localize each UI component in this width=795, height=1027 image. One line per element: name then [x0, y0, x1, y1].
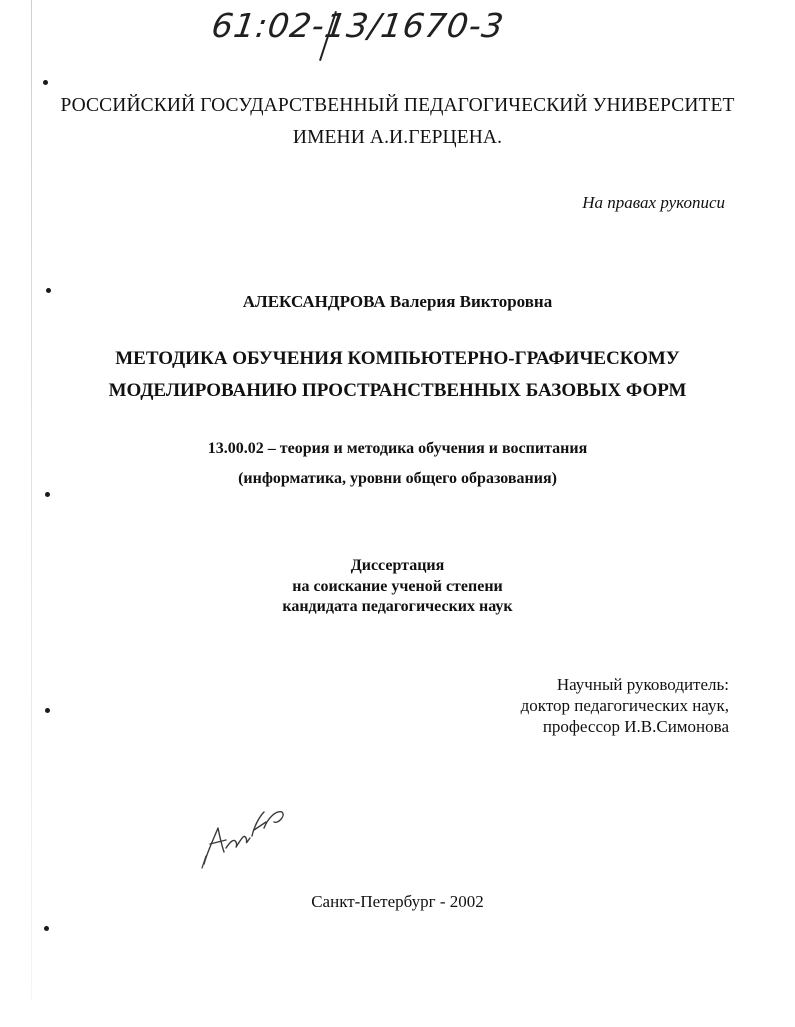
thesis-title-line2: МОДЕЛИРОВАНИЮ ПРОСТРАНСТВЕННЫХ БАЗОВЫХ ФОРМ	[108, 380, 687, 401]
dissertation-degree: кандидата педагогических наук	[282, 598, 513, 615]
supervisor-name: профессор И.В.Симонова	[542, 717, 729, 736]
manuscript-rights: На правах рукописи	[582, 193, 725, 212]
university-name-line2: ИМЕНИ А.И.ГЕРЦЕНА.	[292, 127, 503, 148]
specialty-description: (информатика, уровни общего образования)	[238, 470, 557, 487]
dissertation-label: Диссертация	[350, 557, 445, 574]
university-name: РОССИЙСКИЙ ГОСУДАРСТВЕННЫЙ ПЕДАГОГИЧЕСКИЙ УНИВЕРСИТЕТ	[60, 95, 735, 116]
thesis-title-line1: МЕТОДИКА ОБУЧЕНИЯ КОМПЬЮТЕРНО-ГРАФИЧЕСКОМУ	[115, 348, 680, 369]
city-year: Санкт-Петербург - 2002	[311, 892, 484, 911]
binding-hole-mark	[43, 80, 48, 85]
scan-page-edge	[31, 0, 32, 1000]
author-name: АЛЕКСАНДРОВА Валерия Викторовна	[242, 292, 553, 311]
archive-number: 61:02-13/1670-3	[209, 6, 507, 45]
binding-hole-mark	[44, 926, 49, 931]
supervisor-degree: доктор педагогических наук,	[520, 696, 729, 715]
binding-hole-mark	[45, 708, 50, 713]
dissertation-purpose: на соискание ученой степени	[292, 578, 503, 595]
binding-hole-mark	[45, 492, 50, 497]
handwritten-signature	[198, 798, 288, 870]
supervisor-label: Научный руководитель:	[556, 675, 729, 694]
specialty-code: 13.00.02 – теория и методика обучения и воспитания	[207, 440, 588, 457]
